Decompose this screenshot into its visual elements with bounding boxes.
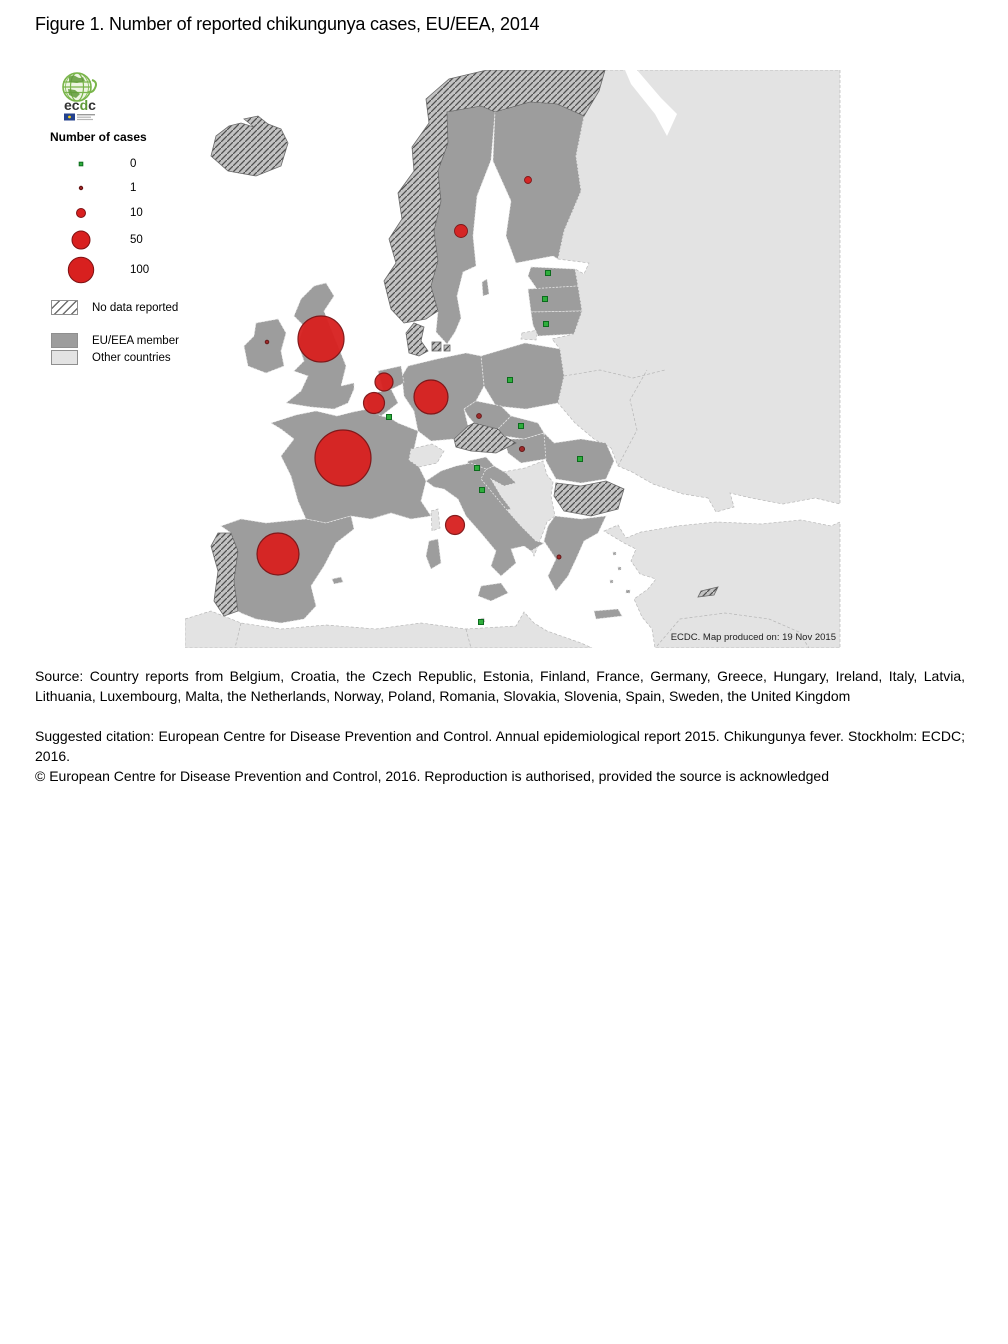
zero-marker-slovakia [519, 424, 524, 429]
case-circle-greece [557, 555, 561, 559]
country-bulgaria [554, 481, 624, 516]
country-iceland [211, 116, 288, 176]
citation-paragraph: Suggested citation: European Centre for Disease Prevention and Control. Annual epidemiological report 2015. Chikungunya fever. Stockholm: ECDC; 2016. [35, 728, 965, 764]
island-sardinia [426, 539, 441, 569]
legend-size-marker-icon [66, 255, 96, 285]
legend-size-row [45, 176, 195, 200]
case-circle-belgium [364, 393, 385, 414]
region-north-africa [185, 611, 592, 648]
legend-swatch [51, 350, 78, 365]
zero-marker-poland [508, 378, 513, 383]
island-crete [594, 609, 622, 619]
legend-category-label: Other countries [92, 351, 171, 364]
case-circle-united-kingdom [298, 316, 344, 362]
zero-marker-lithuania [544, 322, 549, 327]
country-denmark-islands [444, 345, 450, 351]
case-circle-finland [525, 177, 532, 184]
case-circle-ireland [265, 340, 269, 344]
island-gotland [482, 279, 489, 296]
legend-size-marker-icon [66, 225, 96, 255]
legend-size-label: 10 [130, 207, 143, 219]
country-lithuania [531, 311, 582, 336]
legend-size-label: 0 [130, 158, 137, 170]
island-aegean [618, 567, 621, 570]
case-circle-spain [257, 533, 299, 575]
copyright-line: © European Centre for Disease Prevention and Control, 2016. Reproduction is authorised, provided the source is acknowledged [35, 768, 830, 784]
figure-title: Figure 1. Number of reported chikungunya cases, EU/EEA, 2014 [35, 14, 540, 34]
legend-size-rows [45, 152, 195, 286]
europe-map [185, 70, 845, 648]
country-portugal [211, 533, 238, 616]
case-circle-sweden [455, 225, 468, 238]
zero-marker-estonia [546, 271, 551, 276]
island-sicily [478, 583, 508, 601]
zero-marker-malta [479, 620, 484, 625]
country-turkey-middleeast [604, 520, 840, 648]
legend-title: Number of cases [50, 130, 147, 144]
case-circle-france [315, 430, 371, 486]
country-ireland [244, 319, 286, 373]
caption-block [35, 666, 965, 786]
island-corsica [431, 509, 440, 531]
legend-swatch [51, 300, 78, 315]
legend-size-label: 1 [130, 182, 137, 194]
legend-category-row [51, 300, 195, 315]
country-latvia [528, 286, 582, 312]
island-aegean [613, 552, 616, 555]
legend-size-row [45, 226, 195, 254]
legend-category-label: EU/EEA member [92, 334, 179, 347]
source-paragraph: Source: Country reports from Belgium, Croatia, the Czech Republic, Estonia, Finland, France, Germany, Greece, Hungary, Ireland, Italy, Latvia, Lithuania, Luxembourg, Malta, the Netherlands, Norway, Poland, Romania, Slovakia, Slovenia, Spain, Sweden, the United Kingdom [35, 668, 965, 704]
case-circle-netherlands [375, 373, 393, 391]
legend-category-row [51, 333, 195, 348]
legend-size-row [45, 200, 195, 226]
island-aegean [610, 580, 613, 583]
ecdc-logo [56, 70, 120, 122]
map-legend [45, 130, 195, 365]
legend-category-rows [45, 300, 195, 365]
zero-marker-luxembourg [387, 415, 392, 420]
country-denmark [406, 323, 428, 356]
legend-size-marker-icon [66, 198, 96, 228]
country-estonia [528, 267, 578, 289]
legend-size-label: 50 [130, 234, 143, 246]
legend-category-row [51, 350, 195, 365]
island-aegean [626, 590, 630, 593]
zero-marker-romania [578, 457, 583, 462]
island-balearics [332, 577, 343, 584]
legend-swatch [51, 333, 78, 348]
case-circle-hungary [519, 446, 524, 451]
legend-size-label: 100 [130, 264, 150, 276]
case-circle-czech-republic [477, 414, 482, 419]
zero-marker-slovenia [475, 466, 480, 471]
country-denmark-islands [432, 342, 441, 351]
country-greece [544, 516, 606, 591]
map-production-note: ECDC. Map produced on: 19 Nov 2015 [670, 632, 836, 643]
svg-text:ecdc: ecdc [64, 97, 96, 113]
zero-marker-latvia [543, 297, 548, 302]
legend-size-row [45, 254, 195, 286]
region-kaliningrad [521, 330, 538, 340]
case-circle-germany [414, 380, 448, 414]
zero-marker-croatia [480, 488, 485, 493]
ecdc-globe-icon [56, 70, 120, 122]
figure-area [0, 60, 1008, 652]
country-poland [481, 343, 564, 409]
case-circle-italy [446, 516, 465, 535]
legend-category-label: No data reported [92, 301, 179, 314]
